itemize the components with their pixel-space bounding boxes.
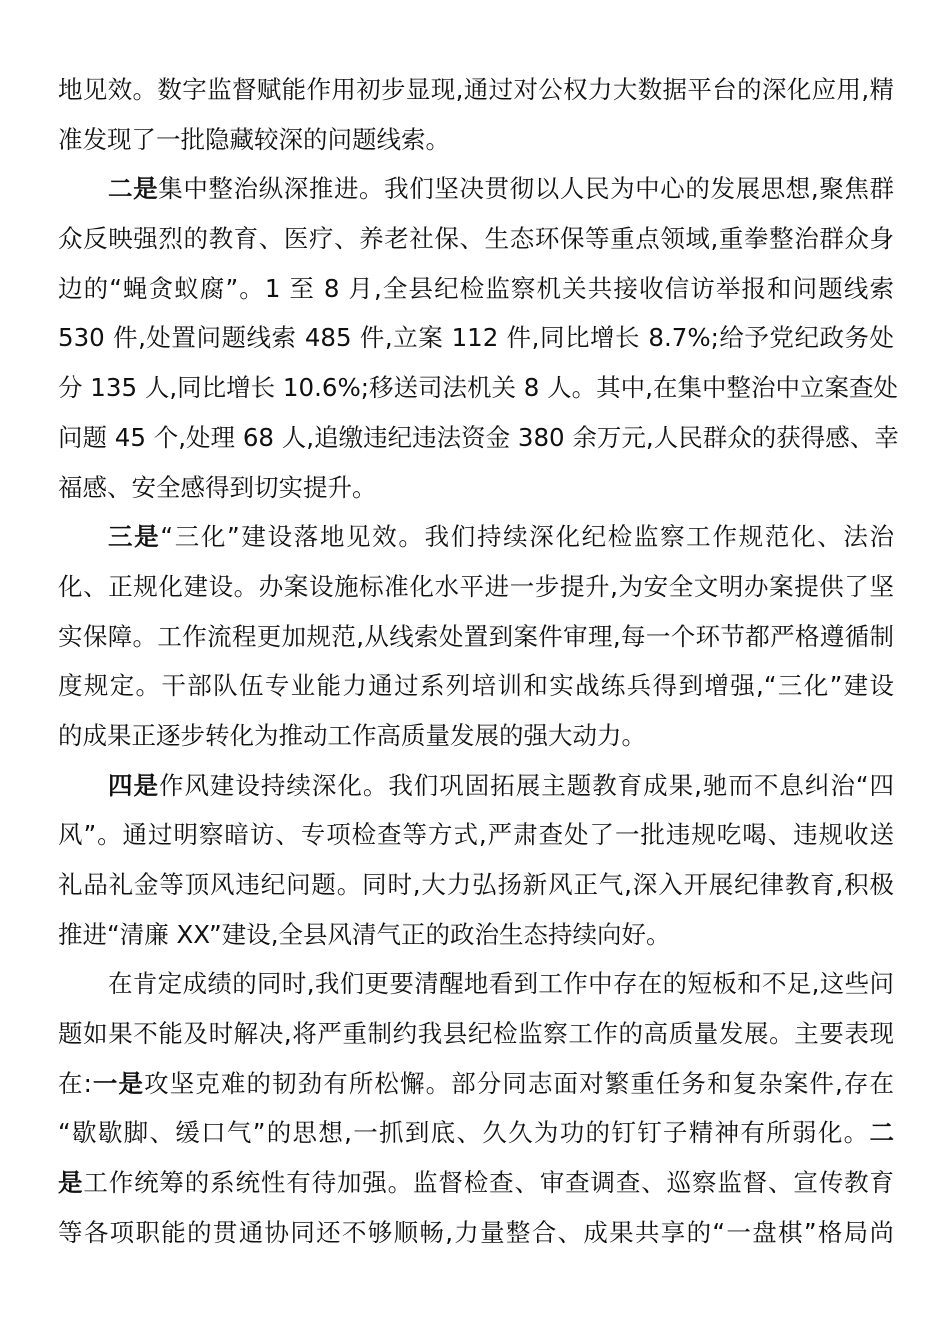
text-line [58, 661, 894, 711]
bold-lead-text: 二 [869, 1118, 894, 1148]
text-line [58, 810, 894, 860]
text-line [58, 612, 894, 662]
text-line [58, 164, 894, 214]
body-text: 准发现了一批隐藏较深的问题线索。 [58, 124, 450, 154]
text-line [58, 363, 898, 413]
text-line [58, 313, 894, 363]
body-text: 福感、安全感得到切实提升。 [58, 472, 377, 502]
body-text: 礼品礼金等顶风违纪问题。同时,大力弘扬新风正气,深入开展纪律教育,积极 [58, 870, 894, 899]
body-text: 的成果正逐步转化为推动工作高质量发展的强大动力。 [58, 720, 646, 750]
text-line [58, 413, 899, 463]
body-text: 问题 45 个,处理 68 人,追缴违纪违法资金 380 余万元,人民群众的获得感、幸 [58, 422, 899, 452]
body-text: 众反映强烈的教育、医疗、养老社保、生态环保等重点领域,重拳整治群众身 [58, 224, 894, 254]
text-line [58, 214, 894, 264]
text-line [58, 562, 894, 612]
body-text: 工作统筹的系统性有待加强。监督检查、审查调查、巡察监督、宣传教育 [83, 1168, 894, 1198]
body-text: “歇歇脚、缓口气”的思想,一抓到底、久久为功的钉钉子精神有所弱化。 [58, 1118, 870, 1148]
body-text: 题如果不能及时解决,将严重制约我县纪检监察工作的高质量发展。主要表现 [58, 1019, 894, 1049]
body-text: 分 135 人,同比增长 10.6%;移送司法机关 8 人。其中,在集中整治中立案查处 [58, 373, 898, 403]
text-line [58, 463, 894, 513]
body-text: 在: [58, 1068, 92, 1098]
body-text: 地见效。数字监督赋能作用初步显现,通过对公权力大数据平台的深化应用,精 [58, 75, 894, 104]
text-line [58, 910, 894, 960]
bold-lead-text: 是 [58, 1168, 84, 1198]
bold-lead-text: 一是 [91, 1068, 145, 1098]
body-text: 化、正规化建设。办案设施标准化水平进一步提升,为安全文明办案提供了坚 [58, 571, 894, 601]
text-line [58, 860, 894, 910]
body-text: 在肯定成绩的同时,我们更要清醒地看到工作中存在的短板和不足,这些问 [108, 969, 894, 999]
body-text: 实保障。工作流程更加规范,从线索处置到案件审理,每一个环节都严格遵循制 [58, 621, 894, 651]
body-text: 边的“蝇贪蚁腐”。1 至 8 月,全县纪检监察机关共接收信访举报和问题线索 [58, 273, 894, 303]
body-text: 作风建设持续深化。我们巩固拓展主题教育成果,驰而不息纠治“四 [158, 770, 894, 800]
body-text: 风”。通过明察暗访、专项检查等方式,严肃查处了一批违规吃喝、违规收送 [58, 820, 894, 850]
text-line [58, 959, 894, 1009]
text-line [58, 512, 894, 562]
body-text: 度规定。干部队伍专业能力通过系列培训和实战练兵得到增强,“三化”建设 [58, 671, 894, 701]
body-text: 等各项职能的贯通协同还不够顺畅,力量整合、成果共享的“一盘棋”格局尚 [58, 1217, 894, 1247]
body-text: 530 件,处置问题线索 485 件,立案 112 件,同比增长 8.7%;给予党纪政务处 [58, 323, 894, 353]
text-line [58, 1158, 894, 1208]
text-line [58, 65, 894, 115]
text-line [58, 1059, 894, 1109]
document-body [58, 65, 899, 1258]
text-line [58, 711, 894, 761]
text-line [58, 1208, 894, 1258]
text-line [58, 1009, 894, 1059]
text-line [58, 264, 894, 314]
body-text: 集中整治纵深推进。我们坚决贯彻以人民为中心的发展思想,聚焦群 [158, 174, 894, 204]
body-text: 推进“清廉 XX”建设,全县风清气正的政治生态持续向好。 [58, 919, 671, 949]
text-line [58, 1108, 894, 1158]
text-line [58, 761, 894, 811]
bold-lead-text: 四是 [108, 770, 159, 800]
body-text: “三化”建设落地见效。我们持续深化纪检监察工作规范化、法治 [160, 522, 894, 552]
text-line [58, 115, 894, 165]
bold-lead-text: 三是 [108, 522, 161, 552]
body-text: 攻坚克难的韧劲有所松懈。部分同志面对繁重任务和复杂案件,存在 [144, 1068, 894, 1098]
bold-lead-text: 二是 [108, 174, 159, 204]
